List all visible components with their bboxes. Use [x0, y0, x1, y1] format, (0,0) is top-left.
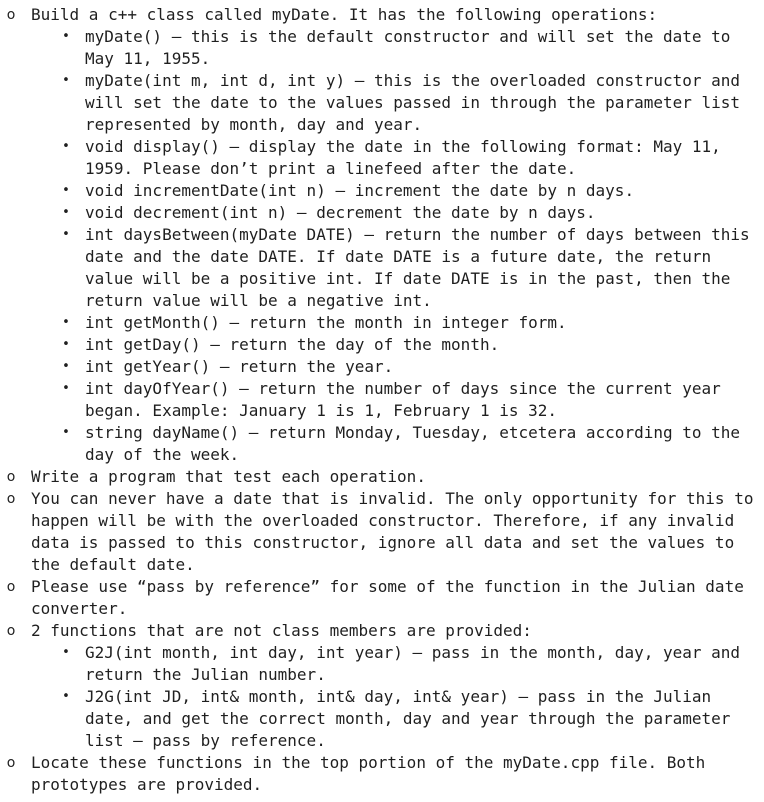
solid-bullet-icon: • [62, 227, 70, 242]
operation-day-of-year [31, 378, 760, 422]
operation-text: int getDay() – return the day of the month. [85, 335, 500, 354]
operation-decrement [31, 202, 760, 224]
solid-bullet-icon: • [62, 315, 70, 330]
operation-get-day [31, 334, 760, 356]
list-item-text: Please use “pass by reference” for some of the function in the Julian date converter. [31, 577, 744, 618]
operation-text: int daysBetween(myDate DATE) – return the number of days between this date and the date DATE. If date DATE is a future date, the return value will be a positive int. If date DATE is in the past, then the return value will be a negative int. [85, 225, 750, 310]
hollow-bullet-icon: o [6, 7, 16, 23]
list-item-locate-functions [0, 752, 764, 796]
solid-bullet-icon: • [62, 183, 70, 198]
operation-overloaded-constructor [31, 70, 760, 136]
solid-bullet-icon: • [62, 337, 70, 352]
list-item-provided-functions [0, 620, 764, 752]
hollow-bullet-icon: o [6, 755, 16, 771]
operation-text: int dayOfYear() – return the number of days since the current year began. Example: January 1 is 1, February 1 is 32. [85, 379, 721, 420]
hollow-bullet-icon: o [6, 491, 16, 507]
operation-day-name [31, 422, 760, 466]
functions-list [31, 642, 760, 752]
operations-list [31, 26, 760, 466]
solid-bullet-icon: • [62, 205, 70, 220]
list-item-invalid-date [0, 488, 764, 576]
list-item-build-class [0, 4, 764, 466]
hollow-bullet-icon: o [6, 623, 16, 639]
function-j2g [31, 686, 760, 752]
solid-bullet-icon: • [62, 689, 70, 704]
operation-text: int getYear() – return the year. [85, 357, 394, 376]
hollow-bullet-icon: o [6, 579, 16, 595]
operation-text: void decrement(int n) – decrement the date by n days. [85, 203, 596, 222]
list-item-pass-by-reference [0, 576, 764, 620]
operation-days-between [31, 224, 760, 312]
operation-display [31, 136, 760, 180]
operation-get-year [31, 356, 760, 378]
operation-text: myDate() – this is the default constructor and will set the date to May 11, 1955. [85, 27, 731, 68]
solid-bullet-icon: • [62, 29, 70, 44]
operation-text: myDate(int m, int d, int y) – this is the overloaded constructor and will set the date to the values passed in through the parameter list represented by month, day and year. [85, 71, 741, 134]
list-item-text: Write a program that test each operation. [31, 467, 426, 486]
list-item-test-program [0, 466, 764, 488]
operation-text: void display() – display the date in the following format: May 11, 1959. Please don’t print a linefeed after the date. [85, 137, 721, 178]
function-g2j [31, 642, 760, 686]
list-item-text: You can never have a date that is invalid. The only opportunity for this to happen will be with the overloaded constructor. Therefore, if any invalid data is passed to this constructor, ignore all data and set the values to the default date. [31, 489, 754, 574]
list-item-text: Build a c++ class called myDate. It has the following operations: [31, 5, 658, 24]
solid-bullet-icon: • [62, 139, 70, 154]
function-text: J2G(int JD, int& month, int& day, int& year) – pass in the Julian date, and get the correct month, day and year through the parameter list – pass by reference. [85, 687, 731, 750]
operation-text: int getMonth() – return the month in integer form. [85, 313, 567, 332]
operation-increment-date [31, 180, 760, 202]
list-item-text: Locate these functions in the top portion of the myDate.cpp file. Both prototypes are provided. [31, 753, 706, 794]
operation-text: void incrementDate(int n) – increment the date by n days. [85, 181, 635, 200]
list-item-text: 2 functions that are not class members are provided: [31, 621, 532, 640]
solid-bullet-icon: • [62, 359, 70, 374]
operation-default-constructor [31, 26, 760, 70]
solid-bullet-icon: • [62, 425, 70, 440]
solid-bullet-icon: • [62, 73, 70, 88]
operation-get-month [31, 312, 760, 334]
operation-text: string dayName() – return Monday, Tuesday, etcetera according to the day of the week. [85, 423, 741, 464]
function-text: G2J(int month, int day, int year) – pass in the month, day, year and return the Julian number. [85, 643, 741, 684]
hollow-bullet-icon: o [6, 469, 16, 485]
solid-bullet-icon: • [62, 381, 70, 396]
solid-bullet-icon: • [62, 645, 70, 660]
